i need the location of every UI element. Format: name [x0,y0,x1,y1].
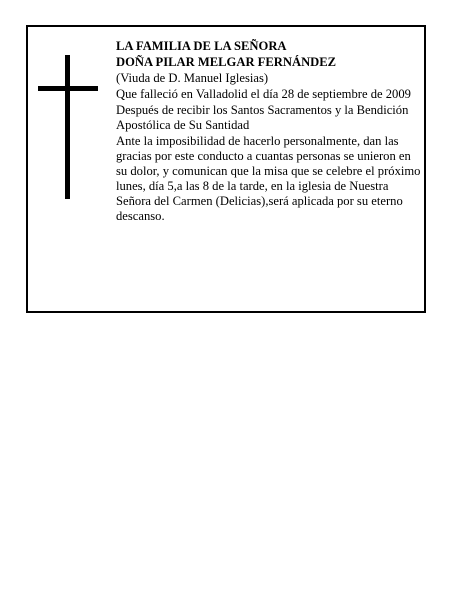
cross-vertical-bar [65,55,70,199]
family-heading: LA FAMILIA DE LA SEÑORA [116,39,287,53]
cross-icon [38,55,98,199]
deceased-name: DOÑA PILAR MELGAR FERNÁNDEZ [116,55,337,69]
sacraments-info: Después de recibir los Santos Sacramentos y la Bendición Apostólica de Su Santidad [116,103,409,132]
cross-horizontal-bar [38,86,98,91]
obituary-notice [26,25,426,313]
death-info: Que falleció en Valladolid el día 28 de septiembre de 2009 [116,87,411,101]
notice-text [116,39,422,225]
widow-of: (Viuda de D. Manuel Iglesias) [116,71,269,85]
notice-message: Ante la imposibilidad de hacerlo personalmente, dan las gracias por este conducto a cuantas personas se unieron en su dolor, y comunican que la misa que se celebre el próximo lunes, día 5,a las 8 de la tarde, en la iglesia de Nuestra Señora del Carmen (Delicias),será aplicada por su eterno descanso. [116,134,421,223]
